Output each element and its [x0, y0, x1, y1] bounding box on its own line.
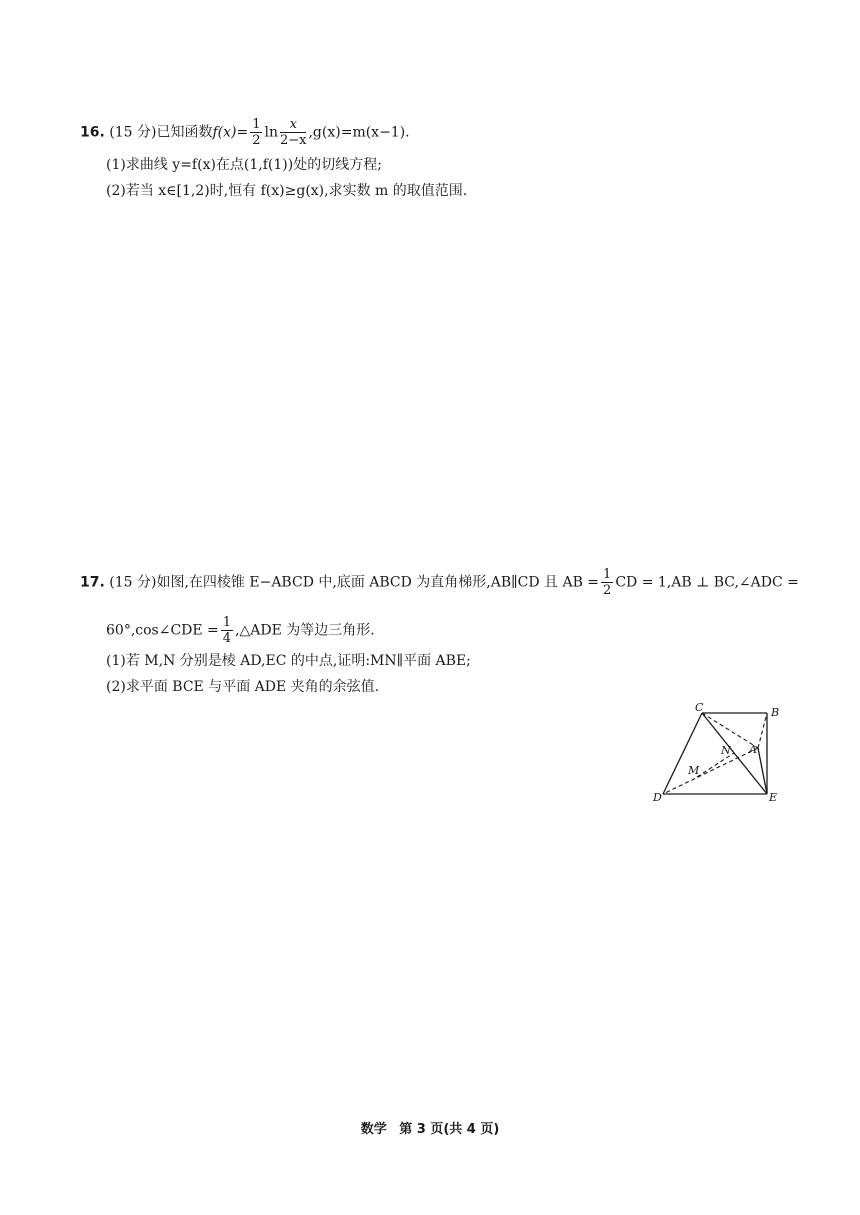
q17-frac1-num: 1 — [603, 567, 612, 582]
label-c: C — [695, 701, 704, 714]
q17-frac1-den: 2 — [603, 583, 612, 598]
q17-points: (15 分) — [109, 574, 157, 591]
label-d: D — [653, 791, 662, 804]
q17-stem-line2 — [106, 615, 375, 646]
footer-subject: 数学 — [360, 1122, 387, 1137]
q16-x-den: 2−x — [279, 133, 307, 148]
q16-x-num: x — [280, 117, 307, 133]
edge-cd — [663, 713, 702, 794]
q16-half-den: 2 — [252, 133, 261, 148]
q17-frac2-num: 1 — [222, 615, 232, 630]
q16-half-num: 1 — [252, 117, 261, 132]
q17-stem-line1 — [80, 567, 799, 598]
q16-points: (15 分) — [109, 124, 157, 141]
edge-ae — [758, 748, 767, 794]
q16-half-fraction — [250, 117, 262, 148]
label-e: E — [769, 791, 778, 804]
q17-stem-a: 如图,在四棱锥 E−ABCD 中,底面 ABCD 为直角梯形,AB∥CD 且 AB = — [156, 574, 600, 591]
q17-stem-d: ,△ADE 为等边三角形. — [235, 622, 375, 639]
footer-page: 第 3 页(共 4 页) — [399, 1122, 500, 1137]
q16-number: 16. — [80, 124, 105, 141]
q17-number: 17. — [80, 574, 105, 591]
edge-ad-dashed — [663, 748, 758, 794]
q17-part1: (1)若 M,N 分别是棱 AD,EC 的中点,证明:MN∥平面 ABE; — [106, 653, 471, 669]
q17-frac2-den: 4 — [222, 631, 232, 646]
edge-ca-dashed — [702, 713, 758, 748]
q16-x-fraction — [280, 117, 307, 148]
label-n: N — [721, 744, 731, 757]
label-a: A — [749, 743, 757, 756]
segment-mn-dashed — [697, 753, 734, 777]
q16-stem — [80, 117, 410, 148]
q16-f-def: f(x)= — [212, 124, 249, 141]
page-footer — [0, 1118, 860, 1137]
q17-stem-b: CD = 1,AB ⊥ BC,∠ADC = — [615, 574, 799, 591]
edge-ab-dashed — [758, 713, 767, 748]
q16-stem-text: 已知函数 — [156, 124, 213, 141]
q17-stem-c: 60°,cos∠CDE = — [106, 622, 219, 639]
q17-frac1 — [601, 567, 613, 598]
edge-ce — [702, 713, 767, 794]
label-b: B — [771, 706, 780, 719]
q16-ln: ln — [264, 124, 278, 141]
q16-part1: (1)求曲线 y=f(x)在点(1,f(1))处的切线方程; — [106, 157, 382, 173]
q16-part2: (2)若当 x∈[1,2)时,恒有 f(x)≥g(x),求实数 m 的取值范围. — [106, 183, 468, 199]
q17-part2: (2)求平面 BCE 与平面 ADE 夹角的余弦值. — [106, 679, 380, 695]
q17-frac2 — [221, 615, 233, 646]
label-m: M — [688, 764, 700, 777]
q16-g-def: ,g(x)=m(x−1). — [308, 124, 410, 141]
